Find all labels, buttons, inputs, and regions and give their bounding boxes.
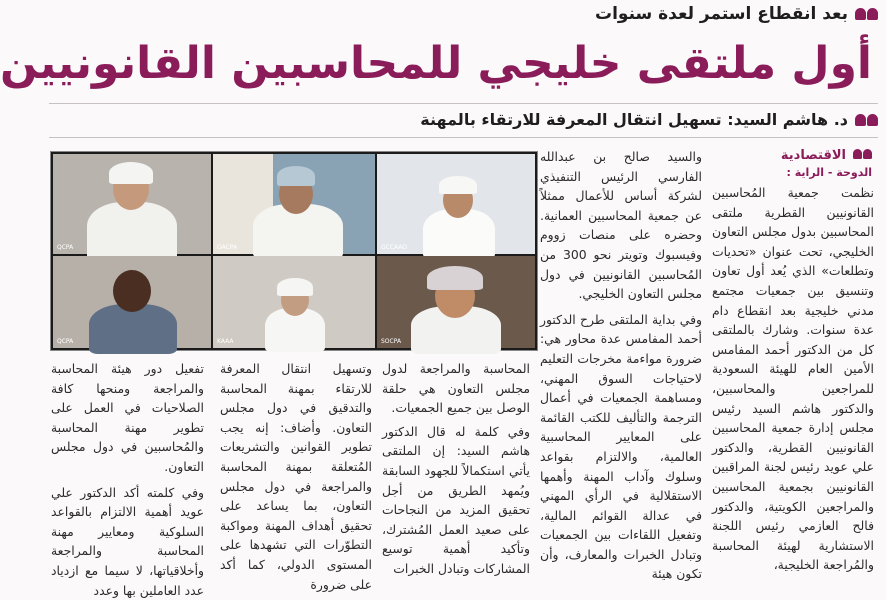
tile-label: OACPA (217, 244, 238, 251)
tile-label: QCPA (57, 338, 74, 345)
tile-label: SOCPA (381, 338, 402, 345)
paragraph: المحاسبة والمراجعة لدول مجلس التعاون هي حلقة الوصل بين جميع الجمعيات. (382, 361, 530, 416)
participant-tile (377, 154, 535, 254)
article-column-4 (220, 359, 372, 592)
participant-tile (377, 256, 535, 348)
article-column-3 (382, 359, 530, 576)
paragraph: تفعيل دور هيئة المحاسبة والمراجعة ومنحها كافة الصلاحيات في العمل على تطوير مهنة المحاسبة والمُحاسبين في دول مجلس التعاون. (51, 361, 204, 474)
byline-logo-icon (855, 114, 878, 126)
paragraph: وفي كلمة له قال الدكتور هاشم السيد: إن الملتقى يأتي استكمالاً للجهود السابقة ويُمهد الطريق من أجل تحقيق المزيد من النجاحات على صعيد العمل المُشترك، وتأكيد أهمية توسيع المشاركات وتبادل الخبرات (382, 423, 530, 576)
headline: أول ملتقى خليجي للمحاسبين القانونيين (0, 38, 872, 89)
participant-tile (53, 154, 211, 254)
participant-tile (53, 256, 211, 348)
byline: د. هاشم السيد: تسهيل انتقال المعرفة للارتقاء بالمهنة (420, 110, 848, 129)
newspaper-logo-icon (855, 8, 878, 20)
kicker: بعد انقطاع استمر لعدة سنوات (595, 4, 848, 24)
article-column-5 (51, 359, 204, 598)
paragraph: وفي بداية الملتقى طرح الدكتور أحمد المفامس عدة محاور هي: ضرورة مواءمة مخرجات التعليم لاحتياجات السوق المهني، ومساهمة الجمعيات في أعمال الترجمة والتأليف للكتب القائمة على المعايير المحاسبية العالمية، والالتزام بقواعد وسلوك وآداب المهنة وأهمها الاستقلالية في الرأي المهني في عدالة القوائم المالية، وتفعيل اللقاءات بين الجمعيات وتبادل الخبرات والمعارف، وأن تكون هيئة (540, 311, 702, 582)
article-column-1 (712, 183, 874, 573)
participant-tile (213, 154, 375, 254)
paragraph: نظمت جمعية المُحاسبين القانونيين القطرية ملتقى المحاسبين بدول مجلس التعاون الخليجي، تحت عنوان «تحديات وتطلعات» الذي يُعد أول تعاون وتنسيق بين جمعيات مجتمع مدني خليجية بعد انقطاع دام عدة سنوات. وشارك بالملتقى كل من الدكتور أحمد المفامس الأمين العام للهيئة السعودية للمراجعين والمحاسبين، والدكتور هاشم السيد رئيس مجلس إدارة جمعية المحاسبين القانونيين القطرية، والدكتور علي عويد رئيس لجنة المراقبين القانونيين بجمعية المحاسبين والمراجعين الكويتية، والدكتور فالح العازمي رئيس اللجنة الاستشارية لهيئة المحاسبة والمُراجعة الخليجية، (712, 185, 874, 573)
section-source: الاقتصادية (780, 148, 846, 163)
tile-label: QCPA (57, 244, 74, 251)
dateline: الدوحة - الراية : (786, 166, 872, 179)
paragraph: والسيد صالح بن عبدالله الفارسي الرئيس التنفيذي لشركة أساس للأعمال ممثلاً عن جمعية المحاسبين العمانية. وحضره على منصات زووم وفيسبوك وتويتر نحو 300 من المُحاسبين القانونيين في دول مجلس التعاون الخليجي. (540, 149, 702, 302)
section-logo-icon (853, 149, 872, 159)
video-conference-photo (50, 151, 538, 351)
participant-tile (213, 256, 375, 348)
paragraph: وتسهيل انتقال المعرفة للارتقاء بمهنة المحاسبة والتدقيق في دول مجلس التعاون. وأضاف: إنه يجب تطوير القوانين والتشريعات المُتعلقة بمهنة المحاسبة والمراجعة في دول مجلس التعاون، بما يساعد على تحقيق أهداف المهنة ومواكبة التطوّرات التي تشهدها على المستوى الدولي، كما أكد على ضرورة (220, 361, 372, 592)
tile-label: KAAA (217, 338, 234, 345)
tile-label: GCCAAO (381, 244, 408, 251)
paragraph: وفي كلمته أكد الدكتور علي عويد أهمية الالتزام بالقواعد السلوكية ومعايير مهنة المحاسبة والمراجعة وأخلاقياتها، لا سيما مع ازدياد عدد العاملين بها وعدد (51, 484, 204, 598)
divider (49, 137, 878, 138)
article-column-2 (540, 147, 702, 582)
divider (49, 103, 878, 104)
